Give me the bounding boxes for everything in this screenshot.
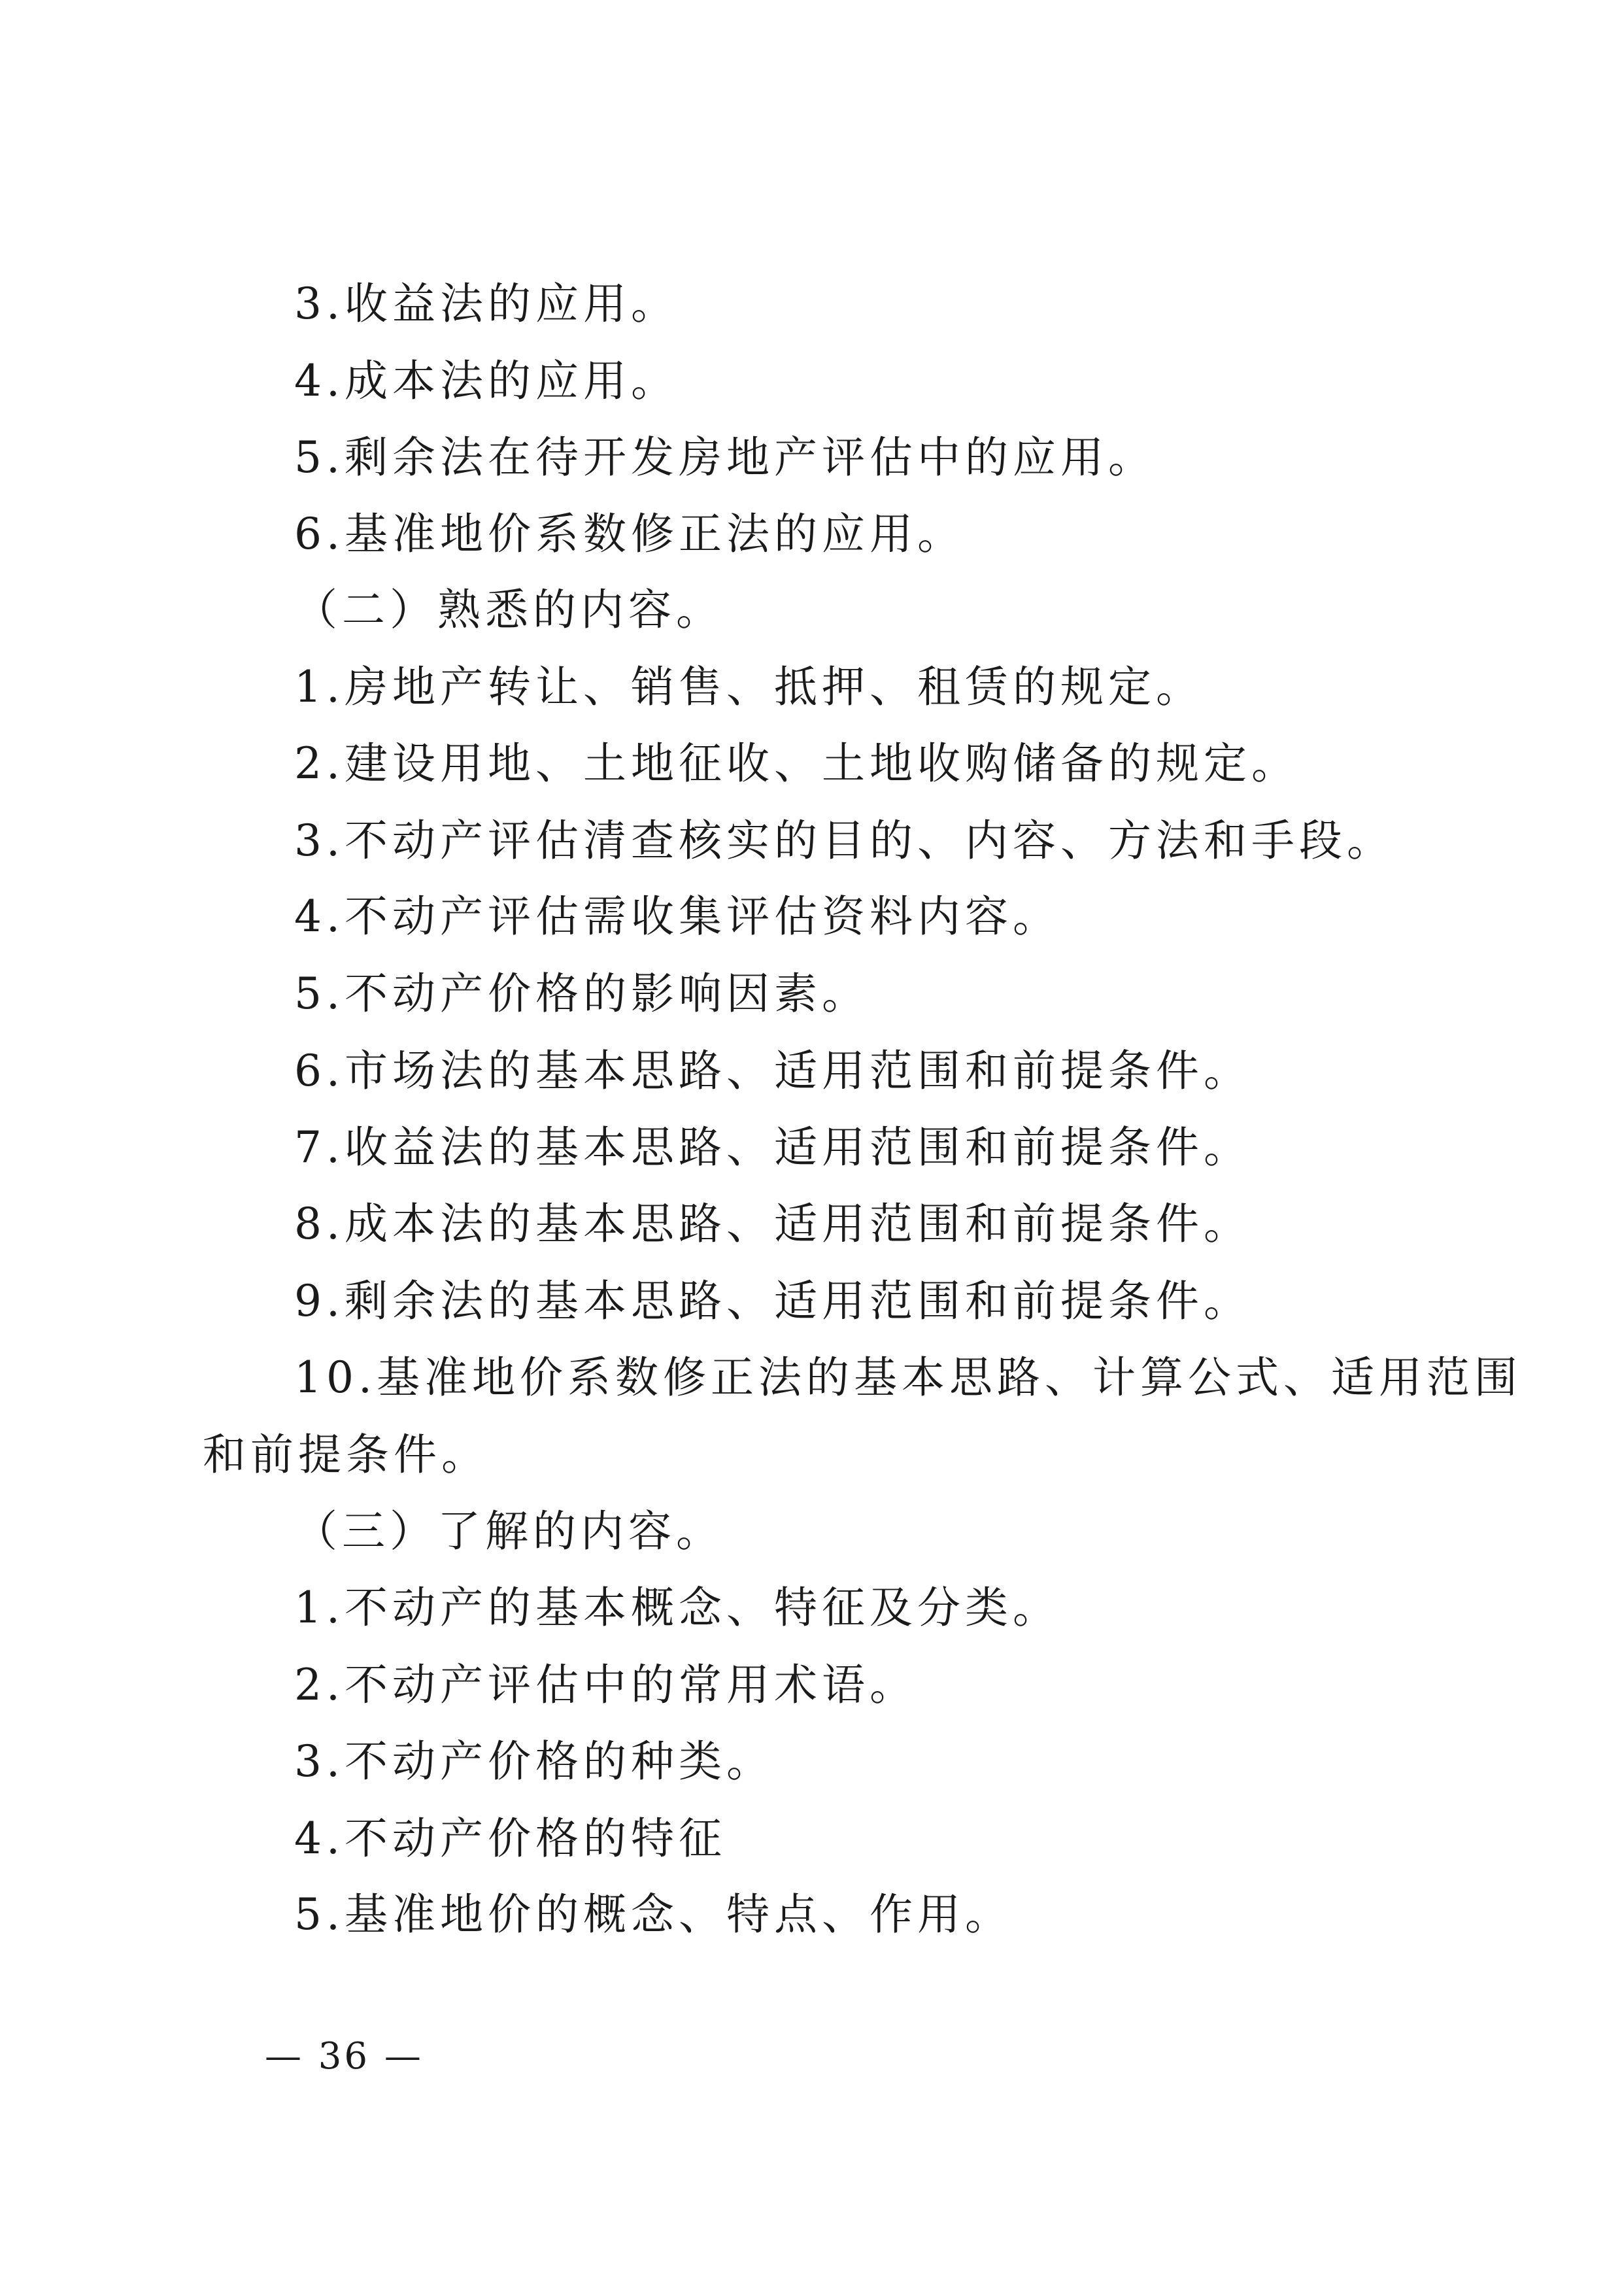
text-line: 1.不动产的基本概念、特征及分类。 xyxy=(294,1583,1060,1633)
text-line: 7.收益法的基本思路、适用范围和前提条件。 xyxy=(294,1122,1251,1173)
text-line: 1.房地产转让、销售、抵押、租赁的规定。 xyxy=(294,662,1204,712)
text-line: 6.基准地价系数修正法的应用。 xyxy=(294,509,965,559)
text-line: 5.基准地价的概念、特点、作用。 xyxy=(294,1889,1013,1940)
section-heading: （二）熟悉的内容。 xyxy=(294,585,724,635)
text-line: 4.成本法的应用。 xyxy=(294,356,679,406)
text-line: 3.不动产价格的种类。 xyxy=(294,1736,774,1787)
text-line: 6.市场法的基本思路、适用范围和前提条件。 xyxy=(294,1046,1251,1096)
text-line: 4.不动产价格的特征 xyxy=(294,1813,726,1864)
text-line: 5.不动产价格的影响因素。 xyxy=(294,968,870,1019)
text-line: 10.基准地价系数修正法的基本思路、计算公式、适用范围 xyxy=(294,1352,1522,1403)
text-line: 和前提条件。 xyxy=(203,1430,489,1480)
text-line: 3.收益法的应用。 xyxy=(294,279,679,329)
page-number: — 36 — xyxy=(265,2035,424,2078)
text-line: 3.不动产评估清查核实的目的、内容、方法和手段。 xyxy=(294,815,1394,866)
text-line: 9.剩余法的基本思路、适用范围和前提条件。 xyxy=(294,1276,1251,1326)
text-line: 8.成本法的基本思路、适用范围和前提条件。 xyxy=(294,1199,1251,1249)
text-line: 2.不动产评估中的常用术语。 xyxy=(294,1660,917,1710)
text-line: 5.剩余法在待开发房地产评估中的应用。 xyxy=(294,432,1156,483)
text-line: 4.不动产评估需收集评估资料内容。 xyxy=(294,891,1060,942)
section-heading: （三）了解的内容。 xyxy=(294,1506,724,1556)
text-line: 2.建设用地、土地征收、土地收购储备的规定。 xyxy=(294,738,1299,789)
